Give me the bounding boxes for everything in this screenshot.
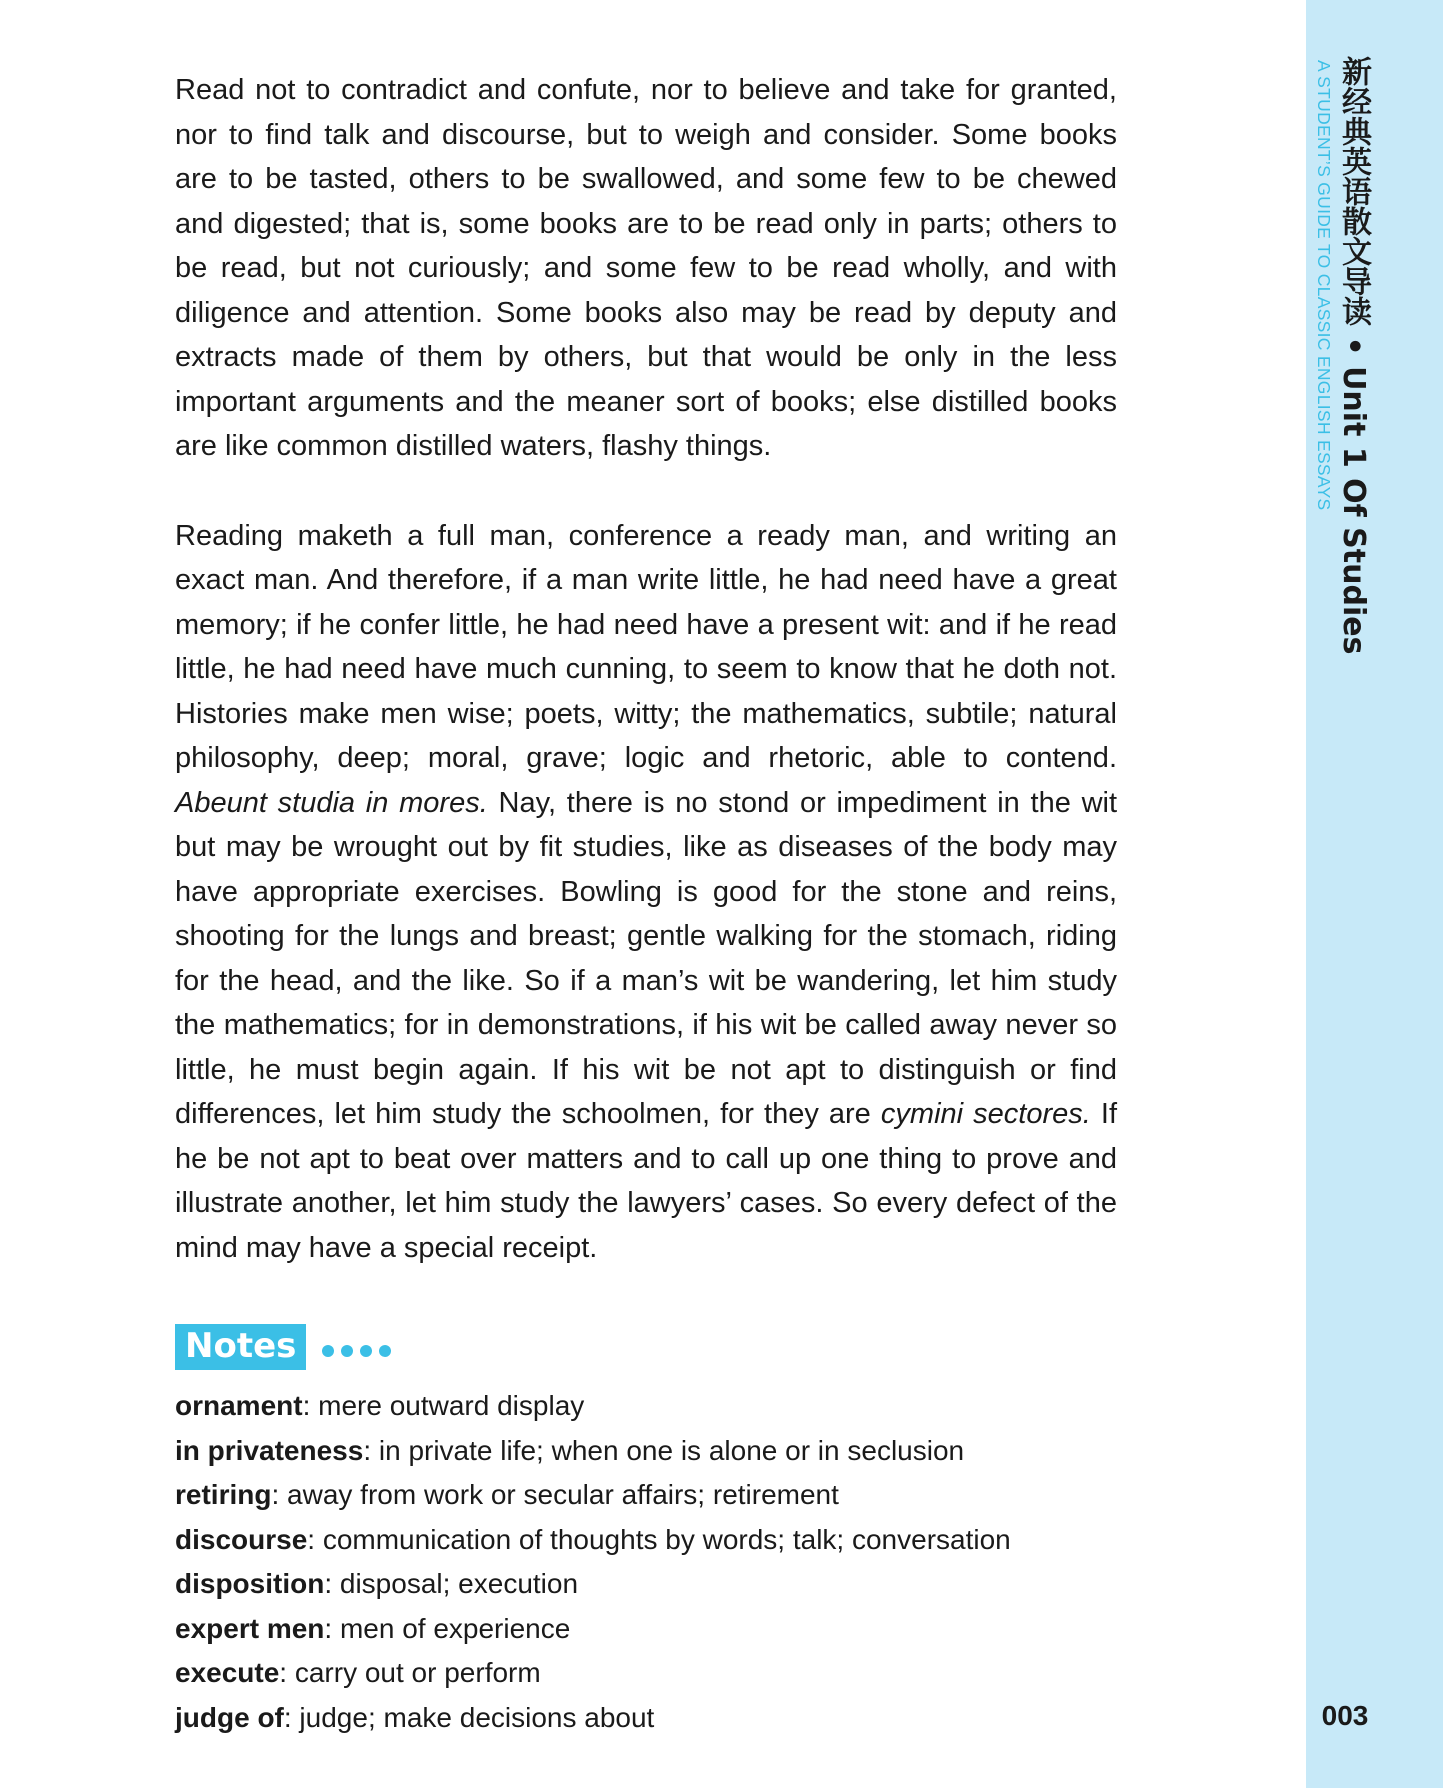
note-definition: : mere outward display bbox=[302, 1390, 585, 1421]
note-term: execute bbox=[175, 1657, 280, 1688]
note-definition: : judge; make decisions about bbox=[283, 1701, 655, 1733]
paragraph-2 bbox=[175, 514, 1117, 1271]
note-term: in privateness bbox=[175, 1434, 364, 1466]
latin-phrase-2: cymini sectores. bbox=[880, 1098, 1091, 1130]
dot-icon bbox=[322, 1345, 334, 1357]
note-term: discourse bbox=[175, 1523, 308, 1555]
note-item bbox=[175, 1384, 1117, 1429]
paragraph-1: Read not to contradict and confute, nor to believe and take for granted, nor to find talk and discourse, but to weigh and consider. Some books are to be tasted, others to be swallowed, and some few to be chewed and digested; that is, some books are to be read only in parts; others to be read, but not curiously; and some few to be read wholly, and with diligence and attention. Some books also may be read by deputy and extracts made of them by others, but that would be only in the less important arguments and the meaner sort of books; else distilled books are like common distilled waters, flashy things. bbox=[175, 74, 1117, 462]
note-term: disposition bbox=[175, 1568, 325, 1599]
dot-icon bbox=[360, 1345, 372, 1357]
note-definition: : away from work or secular affairs; retirement bbox=[271, 1479, 839, 1510]
dot-icon bbox=[341, 1345, 353, 1357]
paragraph-2-part-b: Nay, there is no stond or impediment in the wit but may be wrought out by fit studies, like as diseases of the body may have appropriate exercises. Bowling is good for the stone and reins, shooting for the lungs and breast; gentle walking for the stomach, riding for the head, and the like. So if a man’s wit be wandering, let him study the mathematics; for in demonstrations, if his wit be called away never so little, he must begin again. If his wit be not apt to distinguish or find differences, let him study the schoolmen, for they are bbox=[175, 786, 1118, 1130]
note-term: ornament bbox=[175, 1390, 303, 1421]
main-content bbox=[175, 68, 1117, 1740]
note-definition: : carry out or perform bbox=[279, 1657, 541, 1688]
note-item bbox=[175, 1518, 1117, 1563]
note-item bbox=[175, 1607, 1117, 1652]
running-title: 新经典英语散文导读 • Unit 1 Of Studies bbox=[1336, 56, 1371, 655]
notes-list bbox=[175, 1384, 1117, 1740]
dot-icon bbox=[379, 1345, 391, 1357]
note-item bbox=[175, 1429, 1117, 1474]
note-item bbox=[175, 1473, 1117, 1518]
note-term: expert men bbox=[175, 1612, 325, 1644]
note-term: judge of bbox=[175, 1701, 284, 1733]
notes-dots-decoration bbox=[322, 1345, 391, 1357]
latin-phrase-1: Abeunt studia in mores. bbox=[175, 786, 488, 819]
note-item bbox=[175, 1651, 1117, 1696]
running-subtitle: A STUDENT’S GUIDE TO CLASSIC ENGLISH ESSAYS bbox=[1314, 60, 1334, 511]
note-definition: : in private life; when one is alone or in seclusion bbox=[363, 1434, 965, 1466]
note-definition: : disposal; execution bbox=[324, 1568, 579, 1599]
paragraph-2-part-a: Reading maketh a full man, conference a ready man, and writing an exact man. And therefore, if a man write little, he had need have a great memory; if he confer little, he had need have a present wit: and if he read little, he had need have much cunning, to seem to know that he doth not. Histories make men wise; poets, witty; the mathematics, subtile; natural philosophy, deep; moral, grave; logic and rhetoric, able to contend. bbox=[175, 519, 1117, 774]
note-definition: : communication of thoughts by words; talk; conversation bbox=[307, 1523, 1011, 1555]
page-number: 003 bbox=[1321, 1700, 1369, 1731]
paragraph-2-part-c: If he be not apt to beat over matters and to call up one thing to prove and illustrate another, let him study the lawyers’ cases. So every defect of the mind may have a special receipt. bbox=[175, 1098, 1118, 1264]
notes-heading: Notes bbox=[175, 1324, 306, 1370]
note-term: retiring bbox=[175, 1479, 272, 1510]
note-item bbox=[175, 1696, 1117, 1741]
note-item bbox=[175, 1562, 1117, 1607]
notes-header bbox=[175, 1324, 1117, 1370]
note-definition: : men of experience bbox=[324, 1612, 571, 1644]
